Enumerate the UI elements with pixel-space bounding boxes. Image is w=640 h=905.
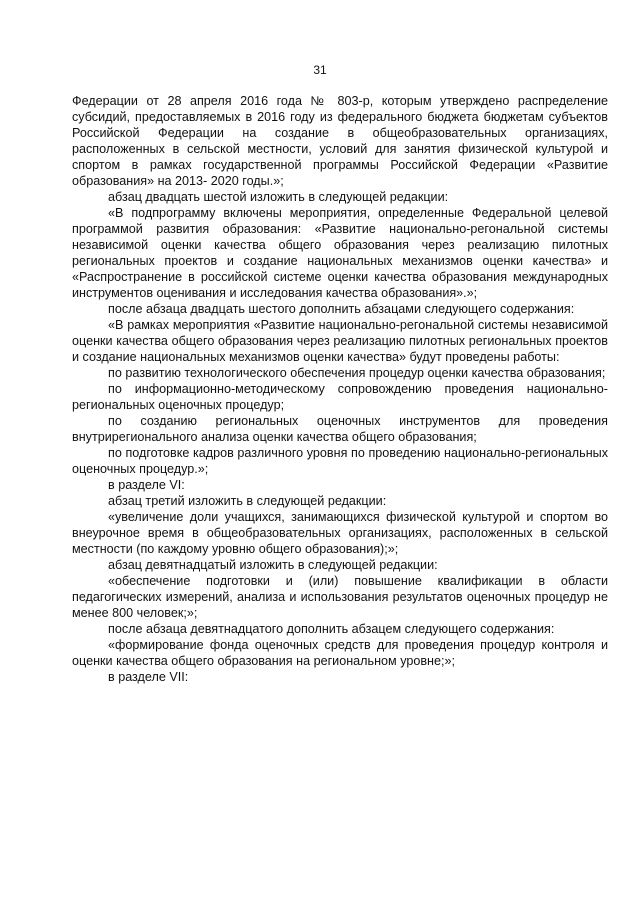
paragraph: «формирование фонда оценочных средств для проведения процедур контроля и оценки качества общего образования на региональном уровне;»; (72, 638, 608, 668)
paragraph: по подготовке кадров различного уровня по проведению национально-региональных оценочных процедур.»; (72, 446, 608, 476)
paragraph: Федерации от 28 апреля 2016 года № 803-р, которым утверждено распределение субсидий, предоставляемых в 2016 году из федерального бюджета бюджетам субъектов Российской Федерации на создание в общеобразовательных организациях, расположенных в сельской местности, условий для занятия физической культурой и спортом в рамках государственной программы Российской Федерации «Развитие образования» на 2013- 2020 годы.»; (72, 94, 608, 188)
paragraph: «В рамках мероприятия «Развитие национально-регональной системы независимой оценки качества общего образования через реализацию пилотных региональных проектов и создание национальных механизмов оценки качества» будут проведены работы: (72, 318, 608, 364)
paragraph: по созданию региональных оценочных инструментов для проведения внутрирегионального анализа оценки качества общего образования; (72, 414, 608, 444)
document-body (72, 93, 608, 685)
paragraph: по развитию технологического обеспечения процедур оценки качества образования; (108, 366, 606, 380)
paragraph: по информационно-методическому сопровождению проведения национально-региональных оценочных процедур; (72, 382, 608, 412)
paragraph: после абзаца девятнадцатого дополнить абзацем следующего содержания: (108, 622, 555, 636)
paragraph: «обеспечение подготовки и (или) повышение квалификации в области педагогических измерений, анализа и использования результатов оценочных процедур не менее 800 человек;»; (72, 574, 608, 620)
paragraph: «В подпрограмму включены мероприятия, определенные Федеральной целевой программой развития образования: «Развитие национально-регональной системы независимой оценки качества общего образования через реализацию пилотных региональных проектов и создание национальных механизмов оценки качества» и «Распространение в российской системе оценки качества образования международных инструментов оценивания и исследования качества образования».»; (72, 206, 608, 300)
paragraph: в разделе VI: (108, 478, 185, 492)
paragraph: «увеличение доли учащихся, занимающихся физической культурой и спортом во внеурочное время в общеобразовательных организациях, расположенных в сельской местности (по каждому уровню общего образования);»; (72, 510, 608, 556)
paragraph: в разделе VII: (108, 670, 189, 684)
page-number: 31 (313, 63, 327, 77)
paragraph: абзац девятнадцатый изложить в следующей редакции: (108, 558, 438, 572)
paragraph: после абзаца двадцать шестого дополнить абзацами следующего содержания: (108, 302, 575, 316)
paragraph: абзац двадцать шестой изложить в следующей редакции: (108, 190, 449, 204)
paragraph: абзац третий изложить в следующей редакции: (108, 494, 387, 508)
